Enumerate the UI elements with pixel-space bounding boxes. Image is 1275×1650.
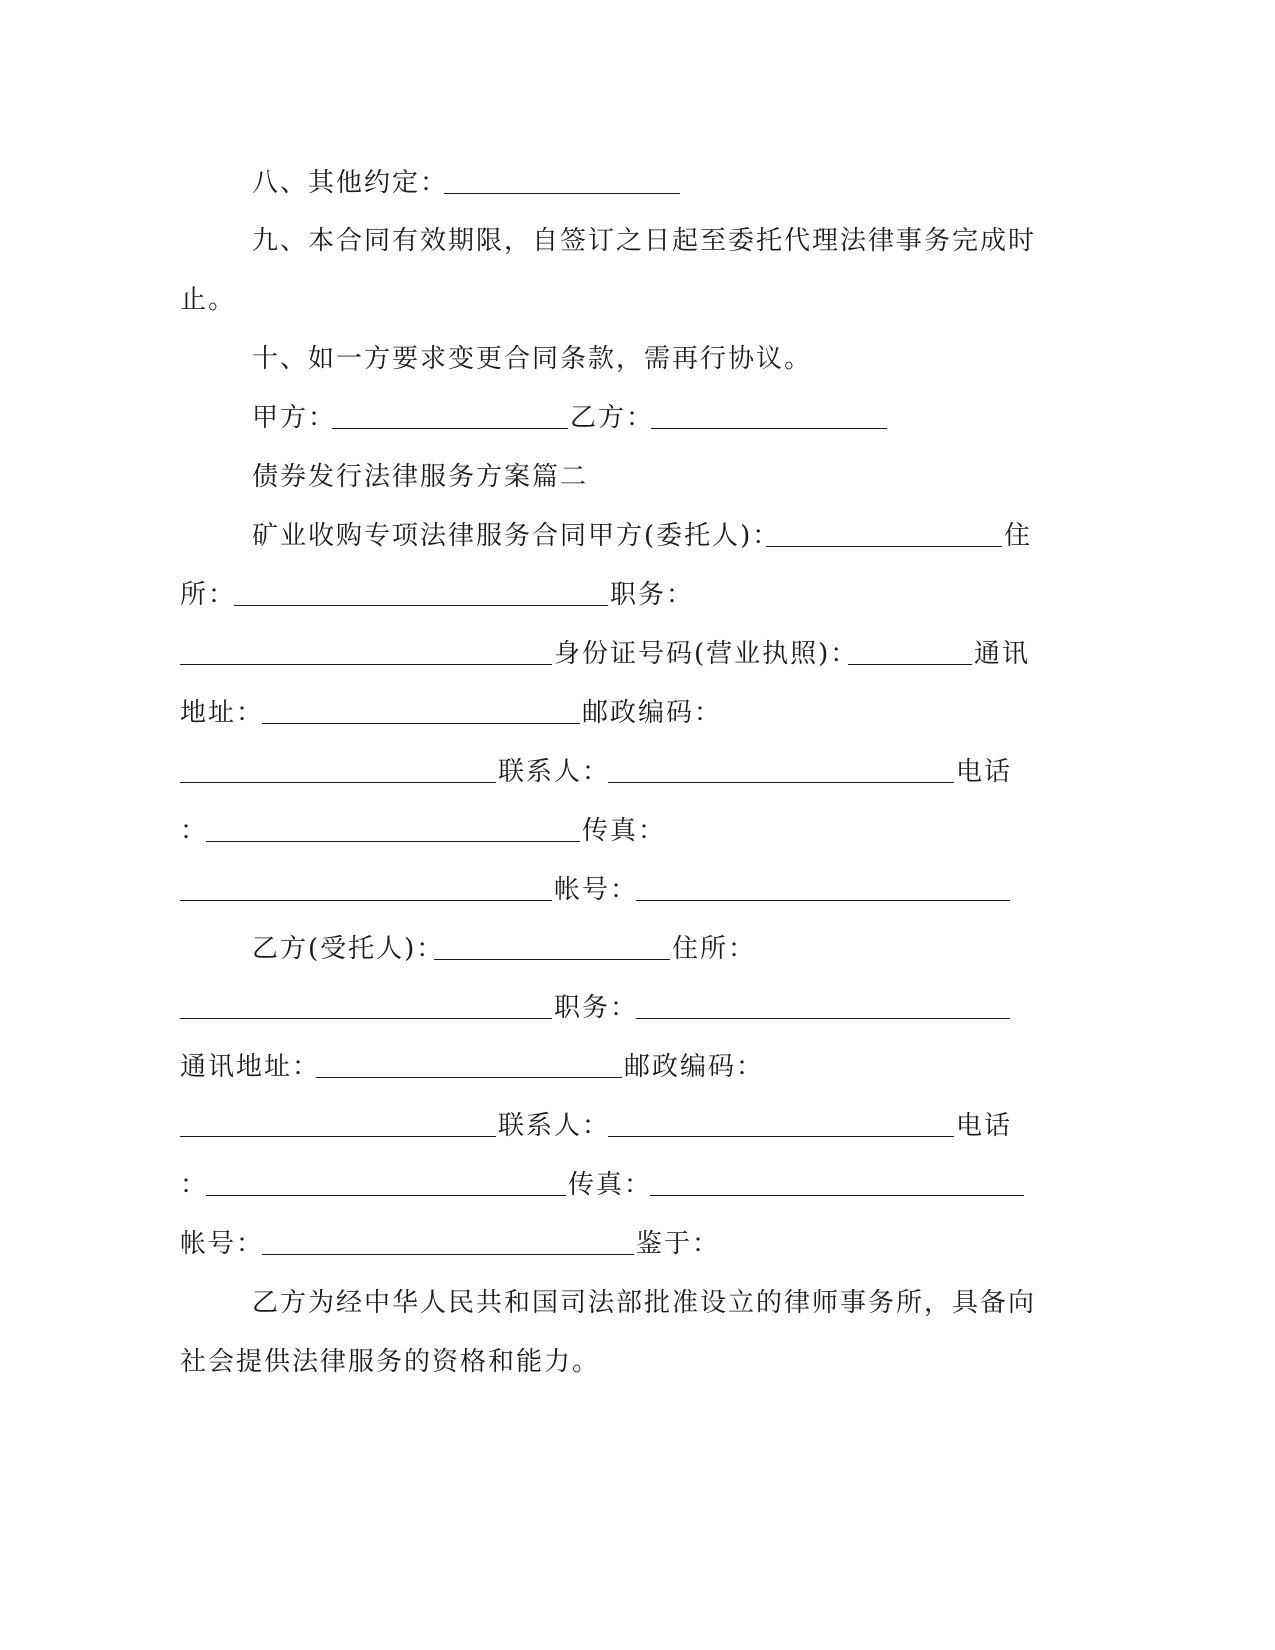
party-b-residence-blank	[180, 1018, 552, 1019]
party-a-phone-colon: ：	[180, 816, 209, 846]
party-b-account-blank	[262, 1254, 634, 1255]
party-a-phone-label: 电话	[956, 757, 1013, 787]
party-b-postcode-label: 邮政编码：	[624, 1052, 765, 1082]
signature-party-b-label: 乙方：	[570, 403, 655, 433]
party-a-contact-blank	[608, 782, 954, 783]
clause-8-blank	[444, 193, 680, 194]
party-a-id-blank	[848, 664, 972, 665]
party-a-postcode-blank	[180, 782, 496, 783]
party-b-name-blank	[434, 959, 670, 960]
party-a-account-blank	[636, 900, 1010, 901]
party-b-position-blank	[636, 1018, 1010, 1019]
closing-line-2: 社会提供法律服务的资格和能力。	[180, 1347, 601, 1377]
party-b-position-label: 职务：	[554, 993, 639, 1023]
party-a-intro: 矿业收购专项法律服务合同甲方(委托人)：	[252, 521, 781, 551]
clause-9-line-2: 止。	[180, 285, 237, 315]
party-b-postcode-blank	[180, 1136, 496, 1137]
party-a-name-blank	[766, 546, 1002, 547]
party-a-address-blank	[262, 723, 580, 724]
party-a-residence-blank	[234, 605, 608, 606]
party-a-position-blank	[180, 664, 552, 665]
party-a-postcode-label: 邮政编码：	[582, 698, 723, 728]
party-a-residence-suffix: 所：	[180, 580, 237, 610]
party-a-fax-blank	[180, 900, 552, 901]
signature-party-a-label: 甲方：	[252, 403, 337, 433]
party-b-residence-label: 住所：	[672, 934, 757, 964]
clause-9-line-1: 九、本合同有效期限，自签订之日起至委托代理法律事务完成时	[252, 226, 1037, 256]
party-a-contact-label: 联系人：	[498, 757, 611, 787]
party-b-phone-colon: ：	[180, 1170, 209, 1200]
party-b-fax-label: 传真：	[568, 1170, 653, 1200]
party-a-fax-label: 传真：	[582, 816, 667, 846]
clause-8-label: 八、其他约定：	[252, 168, 449, 198]
party-a-id-label: 身份证号码(营业执照)：	[554, 639, 859, 669]
party-a-residence-prefix: 住	[1004, 521, 1033, 551]
party-b-account-label: 帐号：	[180, 1229, 265, 1259]
party-b-address-label: 通讯地址：	[180, 1052, 321, 1082]
signature-party-b-blank	[651, 428, 887, 429]
party-b-phone-label: 电话	[956, 1111, 1013, 1141]
signature-party-a-blank	[332, 428, 568, 429]
party-b-intro: 乙方(受托人)：	[252, 934, 445, 964]
clause-10-text: 十、如一方要求变更合同条款，需再行协议。	[252, 344, 813, 374]
party-a-position-label: 职务：	[610, 580, 695, 610]
section-title: 债券发行法律服务方案篇二	[252, 462, 589, 492]
closing-line-1: 乙方为经中华人民共和国司法部批准设立的律师事务所，具备向	[252, 1288, 1037, 1318]
party-b-whereas-label: 鉴于：	[636, 1229, 721, 1259]
party-b-phone-blank	[206, 1195, 566, 1196]
party-a-phone-blank	[206, 841, 580, 842]
party-b-contact-label: 联系人：	[498, 1111, 611, 1141]
party-a-address-suffix: 地址：	[180, 698, 265, 728]
party-b-address-blank	[316, 1077, 622, 1078]
party-b-fax-blank	[650, 1195, 1024, 1196]
party-b-contact-blank	[608, 1136, 954, 1137]
party-a-address-prefix: 通讯	[974, 639, 1031, 669]
party-a-account-label: 帐号：	[554, 875, 639, 905]
